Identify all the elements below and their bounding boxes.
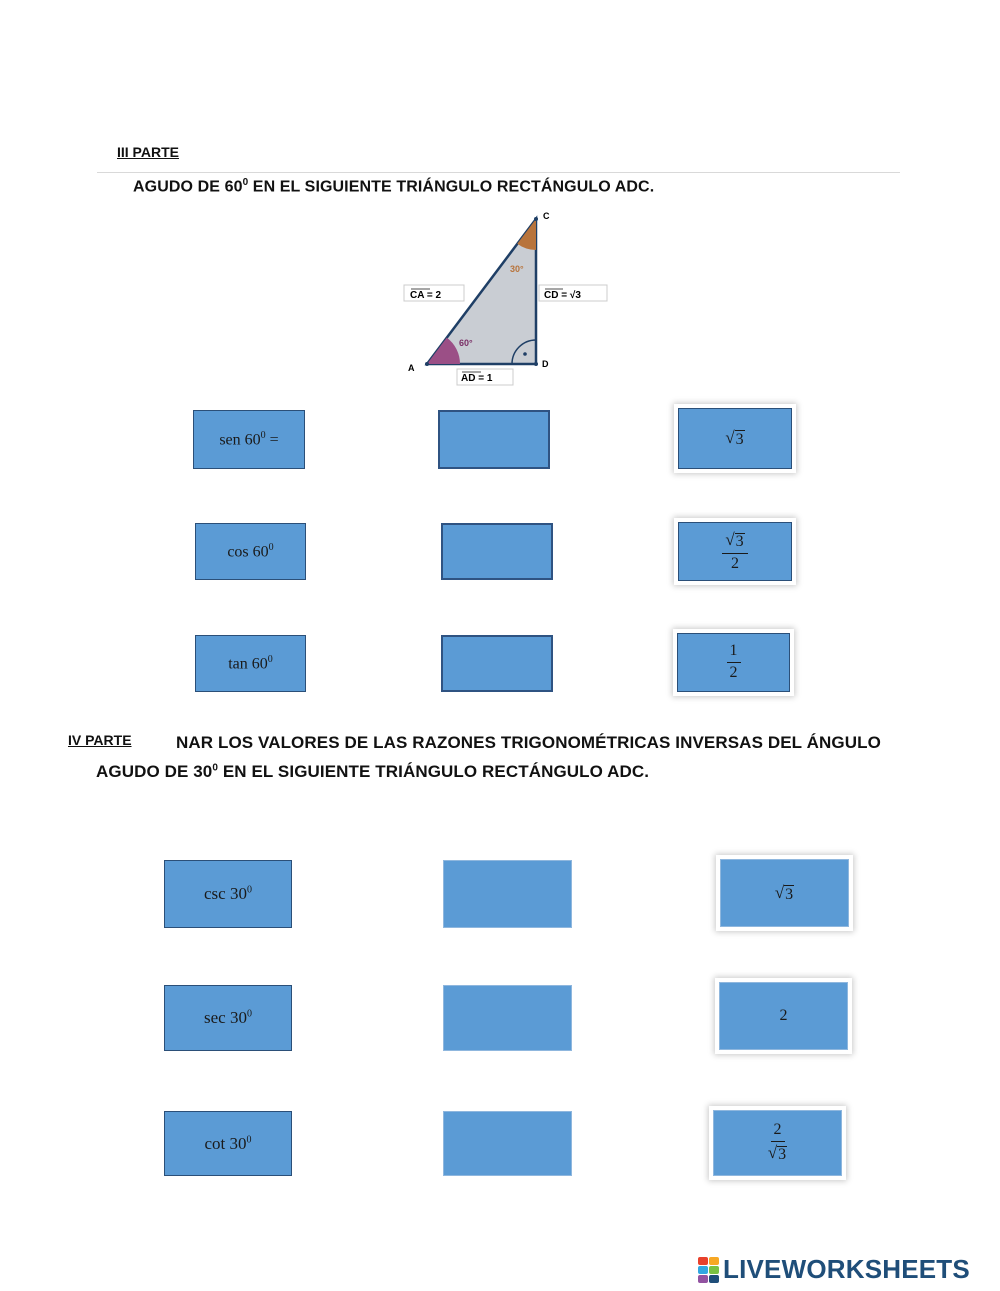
tan60-label-box: $\tan 60^0$ — [195, 635, 306, 692]
divider — [97, 172, 900, 173]
sec30-drop-zone[interactable] — [443, 985, 572, 1051]
part3-heading: AGUDO DE $60^0$ EN EL SIGUIENTE TRIÁNGULO RECTÁNGULO ADC. — [133, 177, 655, 196]
vertex-a-label: A — [408, 363, 415, 373]
part4-heading-line1: NAR LOS VALORES DE LAS RAZONES TRIGONOMÉTRICAS INVERSAS DEL ÁNGULO — [176, 733, 881, 752]
cot30-drop-zone[interactable] — [443, 1111, 572, 1176]
cos60-label-box: $\cos 60^0$ — [195, 523, 306, 580]
sen60-drop-zone[interactable] — [438, 410, 550, 469]
angle-c-marker — [517, 219, 536, 250]
answer-sqrt3-over-2-card[interactable]: √ 3 2 — [678, 522, 792, 581]
csc30-drop-zone[interactable] — [443, 860, 572, 928]
part3-title: III PARTE — [117, 144, 179, 160]
answer-one-half-card[interactable]: $\frac{1}{2}$ — [677, 633, 790, 692]
answer-two-card[interactable]: 2 — [719, 982, 848, 1050]
side-cd-label: CD = √3 — [544, 290, 581, 301]
sec30-label-box: $\sec 30^0$ — [164, 985, 292, 1051]
brand-name: LIVEWORKSHEETS — [723, 1254, 970, 1284]
vertex-d-label: D — [542, 359, 549, 369]
liveworksheets-logo — [698, 1254, 970, 1285]
answer-sqrt3-card[interactable]: √ 3 — [678, 408, 792, 469]
triangle-figure — [400, 205, 615, 390]
cos60-drop-zone[interactable] — [441, 523, 553, 580]
answer-two-over-sqrt3-card[interactable]: 2 √ 3 — [713, 1110, 842, 1176]
csc30-label-box: $\csc 30^0$ — [164, 860, 292, 928]
part4-title: IV PARTE — [68, 732, 132, 748]
answer-sqrt3-card-2[interactable]: √ 3 — [720, 859, 849, 927]
angle-c-label: 30° — [510, 264, 524, 274]
liveworksheets-icon — [698, 1257, 719, 1283]
part4-heading-line2: AGUDO DE $30^0$ EN EL SIGUIENTE TRIÁNGULO RECTÁNGULO ADC. — [96, 762, 650, 781]
sen60-label-box: sen $60^0$ = — [193, 410, 305, 469]
angle-a-label: 60° — [459, 338, 473, 348]
cot30-label-box: $\cot 30^0$ — [164, 1111, 292, 1176]
tan60-drop-zone[interactable] — [441, 635, 553, 692]
side-ca-label: CA = 2 — [410, 290, 442, 301]
right-angle-dot — [523, 352, 527, 356]
side-ad-label: AD = 1 — [461, 373, 493, 384]
vertex-c-label: C — [543, 211, 550, 221]
